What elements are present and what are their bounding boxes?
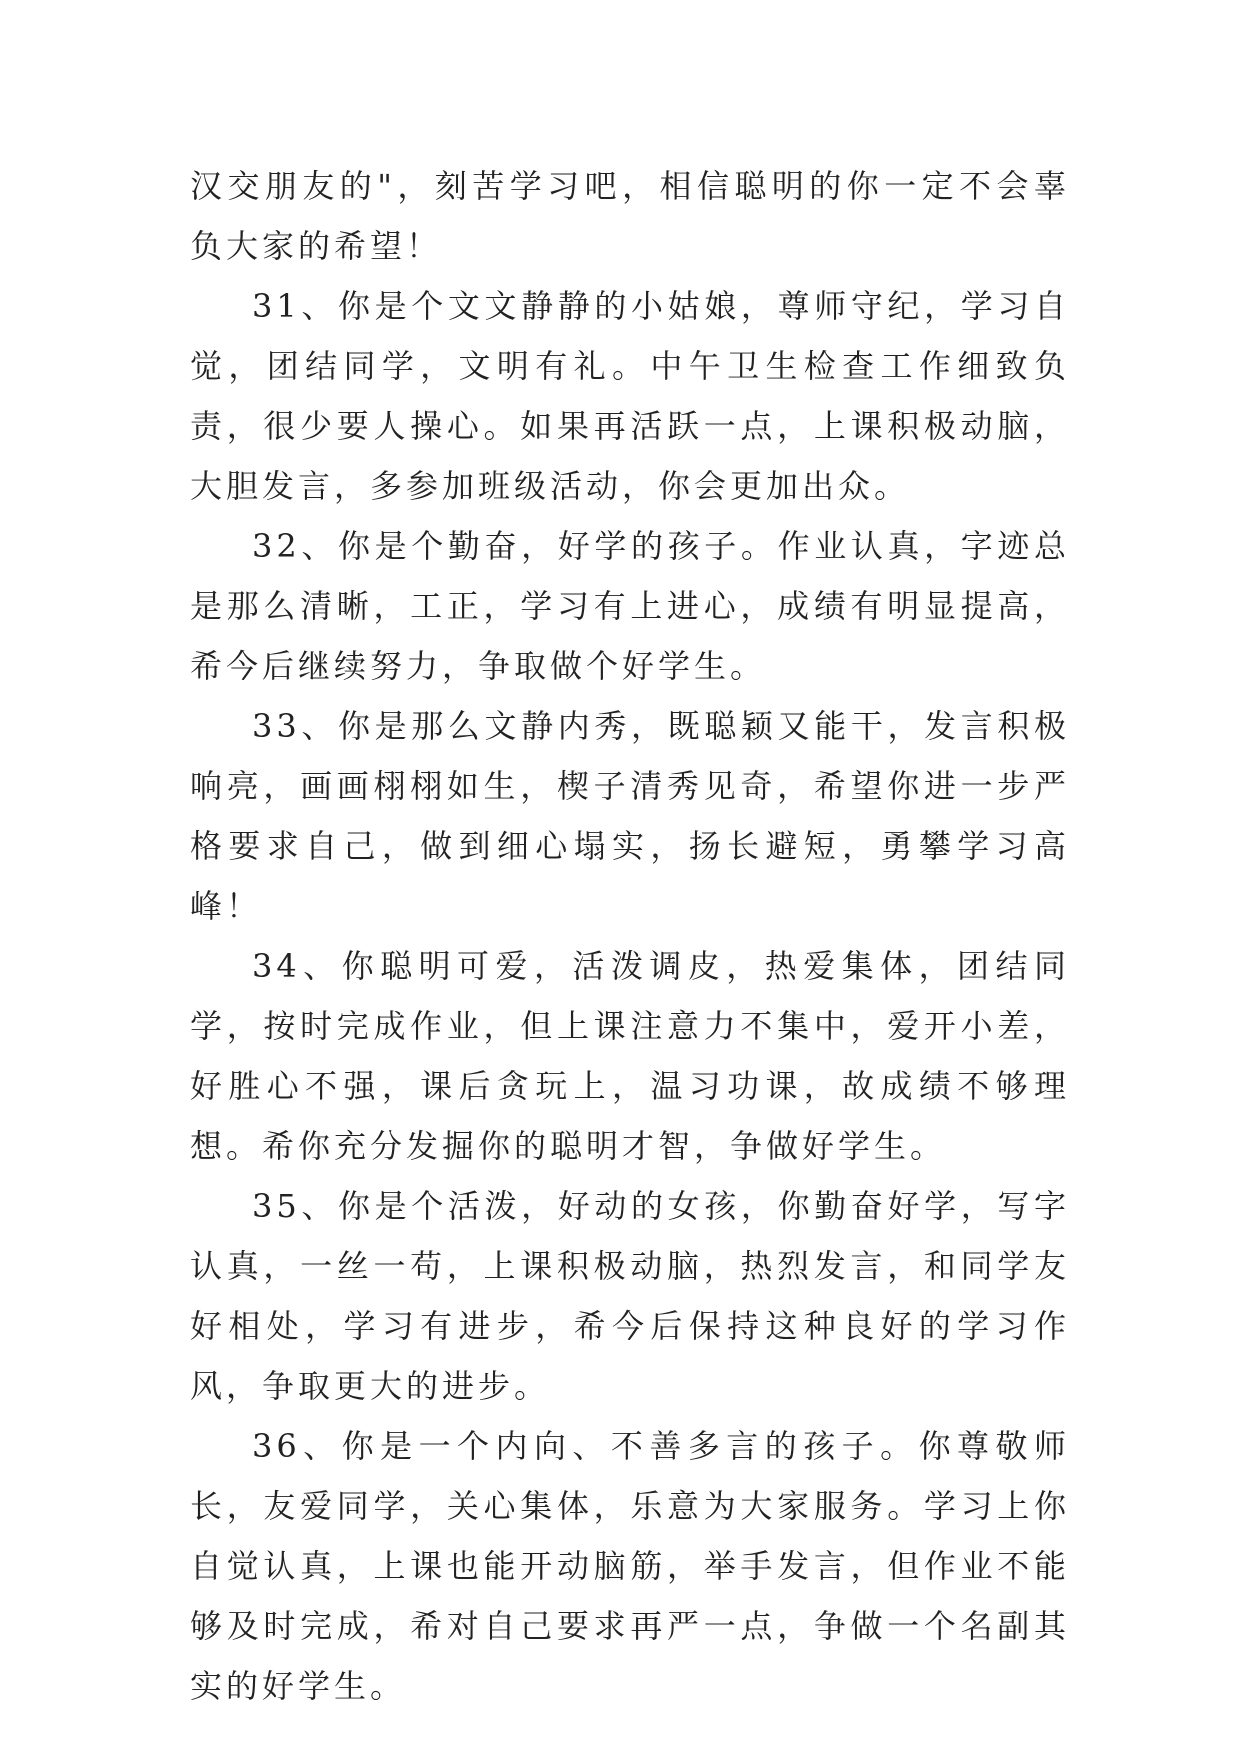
document-body xyxy=(190,156,1070,1716)
paragraph-33: 33、你是那么文静内秀，既聪颖又能干，发言积极响亮，画画栩栩如生，楔子清秀见奇，希望你进一步严格要求自己，做到细心塌实，扬长避短，勇攀学习高峰！ xyxy=(190,707,1070,925)
paragraph-36: 36、你是一个内向、不善多言的孩子。你尊敬师长，友爱同学，关心集体，乐意为大家服务。学习上你自觉认真，上课也能开动脑筋，举手发言，但作业不能够及时完成，希对自己要求再严一点，争做一个名副其实的好学生。 xyxy=(190,1427,1070,1705)
paragraph-continued: 汉交朋友的"，刻苦学习吧，相信聪明的你一定不会辜负大家的希望！ xyxy=(190,167,1070,265)
paragraph-31: 31、你是个文文静静的小姑娘，尊师守纪，学习自觉，团结同学，文明有礼。中午卫生检查工作细致负责，很少要人操心。如果再活跃一点，上课积极动脑，大胆发言，多参加班级活动，你会更加出众。 xyxy=(190,287,1070,505)
paragraph-32: 32、你是个勤奋，好学的孩子。作业认真，字迹总是那么清晰，工正，学习有上进心，成绩有明显提高，希今后继续努力，争取做个好学生。 xyxy=(190,527,1070,685)
paragraph-34: 34、你聪明可爱，活泼调皮，热爱集体，团结同学，按时完成作业，但上课注意力不集中，爱开小差，好胜心不强，课后贪玩上，温习功课，故成绩不够理想。希你充分发掘你的聪明才智，争做好学生。 xyxy=(190,947,1070,1165)
paragraph-35: 35、你是个活泼，好动的女孩，你勤奋好学，写字认真，一丝一苟，上课积极动脑，热烈发言，和同学友好相处，学习有进步，希今后保持这种良好的学习作风，争取更大的进步。 xyxy=(190,1187,1070,1405)
